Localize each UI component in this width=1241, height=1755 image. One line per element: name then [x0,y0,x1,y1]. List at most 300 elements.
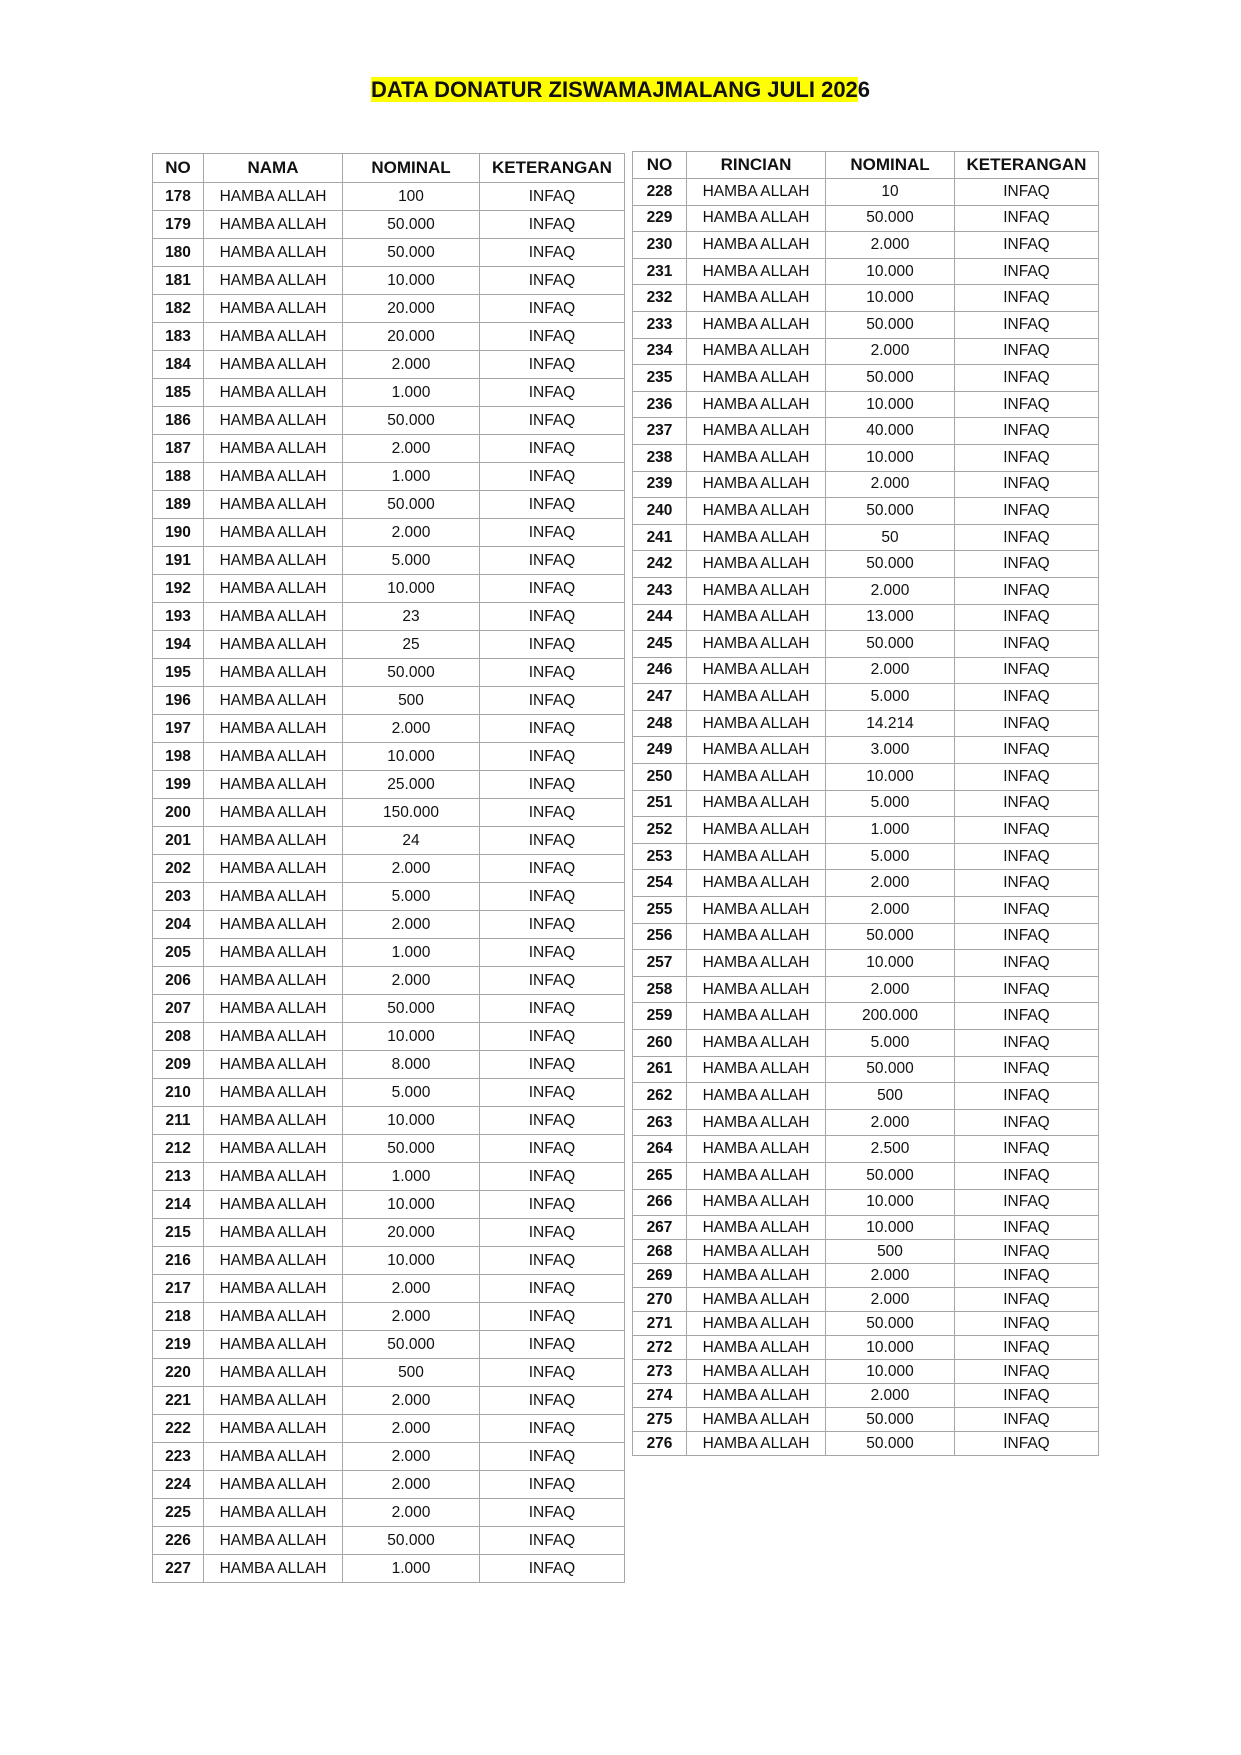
table-row [633,258,1099,285]
cell-name: HAMBA ALLAH [204,379,343,407]
cell-name: HAMBA ALLAH [204,659,343,687]
cell-no: 202 [153,855,204,883]
cell-no: 181 [153,267,204,295]
cell-nominal: 13.000 [826,604,955,631]
table-row [153,351,625,379]
cell-nominal: 25.000 [343,771,480,799]
table-row [633,1288,1099,1312]
cell-name: HAMBA ALLAH [687,1384,826,1408]
cell-no: 259 [633,1003,687,1030]
table-row [153,1107,625,1135]
cell-nominal: 150.000 [343,799,480,827]
cell-name: HAMBA ALLAH [687,923,826,950]
cell-keterangan: INFAQ [955,471,1099,498]
cell-no: 199 [153,771,204,799]
cell-keterangan: INFAQ [955,1408,1099,1432]
cell-name: HAMBA ALLAH [204,743,343,771]
cell-name: HAMBA ALLAH [687,737,826,764]
cell-keterangan: INFAQ [955,657,1099,684]
table-row [153,183,625,211]
cell-keterangan: INFAQ [955,976,1099,1003]
cell-name: HAMBA ALLAH [687,1216,826,1240]
table-row [153,1555,625,1583]
cell-no: 240 [633,498,687,525]
cell-keterangan: INFAQ [955,551,1099,578]
cell-no: 193 [153,603,204,631]
cell-no: 229 [633,205,687,232]
table-row [633,604,1099,631]
cell-name: HAMBA ALLAH [204,603,343,631]
cell-nominal: 5.000 [826,790,955,817]
cell-no: 217 [153,1275,204,1303]
cell-nominal: 10.000 [343,1191,480,1219]
table-row [633,790,1099,817]
cell-nominal: 2.000 [343,1415,480,1443]
table-row [633,710,1099,737]
cell-name: HAMBA ALLAH [687,817,826,844]
cell-nominal: 50 [826,524,955,551]
cell-nominal: 2.000 [343,1499,480,1527]
cell-name: HAMBA ALLAH [204,1219,343,1247]
cell-keterangan: INFAQ [480,1359,625,1387]
cell-no: 222 [153,1415,204,1443]
title-highlighted: DATA DONATUR ZISWAMAJMALANG JULI 202 [370,77,858,102]
page-title-wrap [0,74,1241,106]
table-row [633,1189,1099,1216]
cell-keterangan: INFAQ [480,631,625,659]
cell-no: 216 [153,1247,204,1275]
table-row [633,764,1099,791]
cell-nominal: 2.000 [343,1303,480,1331]
table-row [153,1219,625,1247]
header-rincian: RINCIAN [687,152,826,179]
cell-name: HAMBA ALLAH [687,657,826,684]
cell-name: HAMBA ALLAH [687,338,826,365]
table-row [633,657,1099,684]
header-no: NO [633,152,687,179]
cell-name: HAMBA ALLAH [687,1056,826,1083]
table-row [153,323,625,351]
cell-keterangan: INFAQ [480,1219,625,1247]
cell-no: 189 [153,491,204,519]
header-nominal: NOMINAL [826,152,955,179]
cell-nominal: 50.000 [343,239,480,267]
cell-keterangan: INFAQ [480,351,625,379]
cell-no: 190 [153,519,204,547]
cell-name: HAMBA ALLAH [204,1471,343,1499]
cell-nominal: 2.000 [343,1275,480,1303]
cell-name: HAMBA ALLAH [687,1083,826,1110]
cell-name: HAMBA ALLAH [204,323,343,351]
cell-keterangan: INFAQ [480,239,625,267]
cell-keterangan: INFAQ [480,799,625,827]
table-row [153,855,625,883]
cell-name: HAMBA ALLAH [687,444,826,471]
cell-keterangan: INFAQ [480,575,625,603]
table-header-row [153,154,625,183]
cell-keterangan: INFAQ [480,659,625,687]
cell-name: HAMBA ALLAH [204,239,343,267]
cell-keterangan: INFAQ [480,1023,625,1051]
table-row [633,1030,1099,1057]
table-row [153,911,625,939]
cell-name: HAMBA ALLAH [687,1312,826,1336]
cell-no: 226 [153,1527,204,1555]
cell-keterangan: INFAQ [955,1264,1099,1288]
cell-name: HAMBA ALLAH [687,843,826,870]
cell-keterangan: INFAQ [480,1331,625,1359]
title-rest: 6 [857,77,871,102]
cell-no: 187 [153,435,204,463]
table-row [153,715,625,743]
cell-no: 243 [633,577,687,604]
cell-name: HAMBA ALLAH [204,827,343,855]
header-keterangan: KETERANGAN [955,152,1099,179]
cell-no: 262 [633,1083,687,1110]
cell-keterangan: INFAQ [480,967,625,995]
cell-name: HAMBA ALLAH [687,1136,826,1163]
cell-nominal: 50.000 [826,923,955,950]
cell-no: 271 [633,1312,687,1336]
cell-nominal: 2.000 [826,1288,955,1312]
cell-no: 188 [153,463,204,491]
cell-name: HAMBA ALLAH [687,684,826,711]
cell-nominal: 2.000 [343,855,480,883]
table-row [633,1408,1099,1432]
cell-nominal: 50.000 [826,1408,955,1432]
cell-keterangan: INFAQ [955,577,1099,604]
cell-name: HAMBA ALLAH [687,1336,826,1360]
cell-nominal: 2.000 [343,519,480,547]
cell-no: 203 [153,883,204,911]
table-row [153,827,625,855]
cell-name: HAMBA ALLAH [204,267,343,295]
cell-keterangan: INFAQ [955,338,1099,365]
cell-name: HAMBA ALLAH [204,351,343,379]
cell-keterangan: INFAQ [955,923,1099,950]
cell-name: HAMBA ALLAH [204,491,343,519]
cell-keterangan: INFAQ [480,1303,625,1331]
cell-no: 218 [153,1303,204,1331]
cell-nominal: 50.000 [343,995,480,1023]
table-row [633,923,1099,950]
table-row [633,817,1099,844]
table-row [633,444,1099,471]
cell-keterangan: INFAQ [480,1499,625,1527]
cell-nominal: 5.000 [343,547,480,575]
table-row [153,1275,625,1303]
cell-no: 198 [153,743,204,771]
cell-no: 182 [153,295,204,323]
table-row [153,659,625,687]
cell-nominal: 2.000 [826,657,955,684]
cell-no: 191 [153,547,204,575]
cell-keterangan: INFAQ [955,498,1099,525]
cell-keterangan: INFAQ [480,547,625,575]
table-row [153,1499,625,1527]
cell-no: 252 [633,817,687,844]
table-row [633,684,1099,711]
cell-keterangan: INFAQ [955,1384,1099,1408]
cell-no: 205 [153,939,204,967]
table-row [633,1312,1099,1336]
cell-name: HAMBA ALLAH [204,883,343,911]
cell-keterangan: INFAQ [955,710,1099,737]
cell-no: 194 [153,631,204,659]
cell-no: 183 [153,323,204,351]
cell-no: 246 [633,657,687,684]
table-row [633,1240,1099,1264]
table-row [633,631,1099,658]
cell-name: HAMBA ALLAH [204,1499,343,1527]
cell-keterangan: INFAQ [480,519,625,547]
cell-nominal: 10.000 [826,391,955,418]
table-row [153,211,625,239]
cell-keterangan: INFAQ [480,603,625,631]
cell-name: HAMBA ALLAH [687,1109,826,1136]
cell-no: 228 [633,179,687,206]
cell-keterangan: INFAQ [955,1189,1099,1216]
table-row [633,1264,1099,1288]
cell-no: 234 [633,338,687,365]
cell-nominal: 10.000 [826,764,955,791]
table-row [153,407,625,435]
cell-no: 208 [153,1023,204,1051]
cell-nominal: 20.000 [343,323,480,351]
cell-no: 227 [153,1555,204,1583]
cell-nominal: 10.000 [826,950,955,977]
cell-name: HAMBA ALLAH [204,1163,343,1191]
cell-keterangan: INFAQ [480,939,625,967]
cell-keterangan: INFAQ [955,1360,1099,1384]
cell-no: 192 [153,575,204,603]
cell-no: 231 [633,258,687,285]
cell-name: HAMBA ALLAH [204,1107,343,1135]
cell-name: HAMBA ALLAH [204,1331,343,1359]
cell-keterangan: INFAQ [955,817,1099,844]
page-title [369,74,872,106]
cell-nominal: 2.000 [343,1387,480,1415]
cell-nominal: 24 [343,827,480,855]
cell-name: HAMBA ALLAH [687,205,826,232]
cell-no: 207 [153,995,204,1023]
cell-no: 251 [633,790,687,817]
cell-name: HAMBA ALLAH [687,179,826,206]
cell-keterangan: INFAQ [955,205,1099,232]
table-row [633,285,1099,312]
cell-no: 238 [633,444,687,471]
cell-name: HAMBA ALLAH [687,1162,826,1189]
cell-no: 248 [633,710,687,737]
cell-nominal: 50.000 [826,631,955,658]
cell-nominal: 2.000 [826,1384,955,1408]
cell-name: HAMBA ALLAH [687,1360,826,1384]
cell-keterangan: INFAQ [955,232,1099,259]
cell-keterangan: INFAQ [480,1079,625,1107]
cell-nominal: 2.000 [343,1471,480,1499]
cell-keterangan: INFAQ [955,1336,1099,1360]
table-row [633,232,1099,259]
table-row [153,743,625,771]
cell-no: 254 [633,870,687,897]
cell-keterangan: INFAQ [480,1135,625,1163]
cell-name: HAMBA ALLAH [687,285,826,312]
cell-keterangan: INFAQ [480,379,625,407]
cell-no: 270 [633,1288,687,1312]
cell-name: HAMBA ALLAH [687,577,826,604]
cell-nominal: 10.000 [826,1360,955,1384]
table-row [633,471,1099,498]
cell-nominal: 5.000 [826,684,955,711]
table-row [633,976,1099,1003]
cell-no: 250 [633,764,687,791]
table-row [153,519,625,547]
cell-name: HAMBA ALLAH [204,295,343,323]
cell-no: 195 [153,659,204,687]
cell-name: HAMBA ALLAH [204,1359,343,1387]
cell-keterangan: INFAQ [955,950,1099,977]
cell-keterangan: INFAQ [955,1083,1099,1110]
table-row [153,379,625,407]
cell-no: 210 [153,1079,204,1107]
table-row [633,737,1099,764]
cell-nominal: 50.000 [826,1432,955,1456]
table-row [153,1359,625,1387]
cell-no: 201 [153,827,204,855]
table-row [633,205,1099,232]
cell-nominal: 50.000 [826,1312,955,1336]
cell-no: 232 [633,285,687,312]
table-row [153,547,625,575]
cell-keterangan: INFAQ [955,1136,1099,1163]
cell-keterangan: INFAQ [480,715,625,743]
cell-nominal: 2.000 [343,1443,480,1471]
table-row [153,491,625,519]
cell-name: HAMBA ALLAH [204,183,343,211]
cell-name: HAMBA ALLAH [687,764,826,791]
table-row [153,1527,625,1555]
table-row [633,365,1099,392]
table-row [153,995,625,1023]
cell-name: HAMBA ALLAH [687,1003,826,1030]
cell-no: 213 [153,1163,204,1191]
cell-keterangan: INFAQ [955,737,1099,764]
table-row [153,1303,625,1331]
table-row [153,435,625,463]
cell-name: HAMBA ALLAH [687,897,826,924]
cell-keterangan: INFAQ [480,295,625,323]
table-row [633,1083,1099,1110]
cell-keterangan: INFAQ [955,1432,1099,1456]
cell-nominal: 10.000 [343,575,480,603]
cell-no: 272 [633,1336,687,1360]
cell-nominal: 10.000 [826,1189,955,1216]
cell-name: HAMBA ALLAH [204,1191,343,1219]
donor-table-left [152,153,625,1583]
cell-name: HAMBA ALLAH [204,939,343,967]
table-row [633,1109,1099,1136]
table-row [633,1162,1099,1189]
cell-no: 221 [153,1387,204,1415]
cell-keterangan: INFAQ [955,285,1099,312]
cell-keterangan: INFAQ [480,743,625,771]
cell-keterangan: INFAQ [480,1471,625,1499]
cell-no: 260 [633,1030,687,1057]
cell-name: HAMBA ALLAH [687,976,826,1003]
cell-no: 245 [633,631,687,658]
cell-keterangan: INFAQ [480,1107,625,1135]
cell-nominal: 1.000 [343,379,480,407]
cell-keterangan: INFAQ [955,1312,1099,1336]
cell-name: HAMBA ALLAH [204,967,343,995]
cell-nominal: 50.000 [343,407,480,435]
table-row [153,771,625,799]
cell-nominal: 50.000 [343,1527,480,1555]
cell-no: 214 [153,1191,204,1219]
table-row [153,1135,625,1163]
cell-keterangan: INFAQ [955,604,1099,631]
cell-no: 212 [153,1135,204,1163]
table-row [633,577,1099,604]
table-row [153,575,625,603]
cell-nominal: 5.000 [826,843,955,870]
cell-keterangan: INFAQ [480,1527,625,1555]
cell-name: HAMBA ALLAH [204,687,343,715]
cell-nominal: 1.000 [343,463,480,491]
header-nominal: NOMINAL [343,154,480,183]
table-row [153,1247,625,1275]
cell-name: HAMBA ALLAH [204,547,343,575]
cell-name: HAMBA ALLAH [204,407,343,435]
table-row [153,939,625,967]
cell-no: 178 [153,183,204,211]
cell-name: HAMBA ALLAH [687,498,826,525]
cell-name: HAMBA ALLAH [687,1264,826,1288]
cell-name: HAMBA ALLAH [687,604,826,631]
table-row [633,338,1099,365]
cell-keterangan: INFAQ [955,179,1099,206]
cell-no: 209 [153,1051,204,1079]
table-row [153,967,625,995]
cell-nominal: 2.000 [826,1264,955,1288]
cell-keterangan: INFAQ [480,435,625,463]
cell-no: 204 [153,911,204,939]
cell-keterangan: INFAQ [955,1240,1099,1264]
table-row [153,631,625,659]
table-row [633,1360,1099,1384]
cell-nominal: 100 [343,183,480,211]
cell-nominal: 10.000 [343,743,480,771]
cell-nominal: 10.000 [826,1216,955,1240]
table-row [633,843,1099,870]
cell-keterangan: INFAQ [480,1275,625,1303]
cell-name: HAMBA ALLAH [204,855,343,883]
cell-nominal: 10.000 [343,1247,480,1275]
cell-keterangan: INFAQ [480,1415,625,1443]
cell-keterangan: INFAQ [480,1387,625,1415]
cell-nominal: 50.000 [343,659,480,687]
table-row [633,524,1099,551]
cell-keterangan: INFAQ [480,323,625,351]
cell-keterangan: INFAQ [955,365,1099,392]
cell-no: 186 [153,407,204,435]
cell-nominal: 500 [343,1359,480,1387]
table-row [153,1471,625,1499]
cell-nominal: 2.000 [826,897,955,924]
cell-nominal: 2.500 [826,1136,955,1163]
cell-nominal: 2.000 [343,911,480,939]
cell-keterangan: INFAQ [955,1288,1099,1312]
